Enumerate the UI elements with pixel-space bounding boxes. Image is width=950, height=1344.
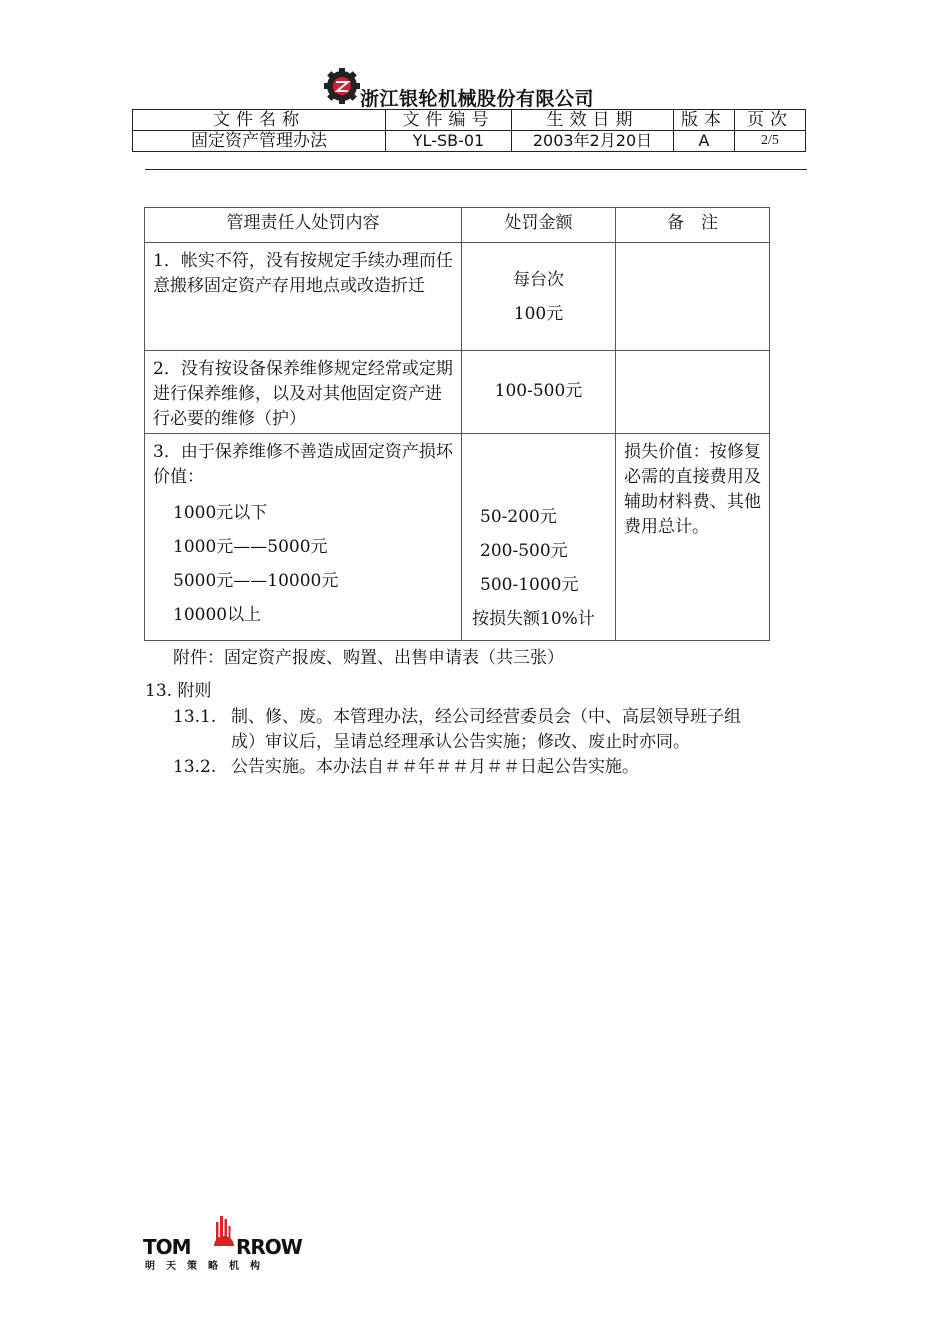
attachment-note: 附件：固定资产报废、购置、出售申请表（共三张） [173,648,564,668]
tomorrow-building-icon [214,1216,234,1246]
row-amount-line: 100-500元 [494,381,583,401]
tomorrow-wordmark-left: TOM [143,1235,191,1259]
clause-number: 13.1. [173,707,217,727]
header-version: A [674,131,735,152]
header-divider [145,169,807,170]
row-content: 2．没有按设备保养维修规定经常或定期进行保养维修，以及对其他固定资产进行必要的维修（护） [153,359,453,429]
clause-text: 公告实施。本办法自＃＃年＃＃月＃＃日起公告实施。 [231,757,639,777]
row-content: 1．帐实不符，没有按规定手续办理而任意搬移固定资产存用地点或改造折迁 [153,251,453,296]
row-content: 3．由于保养维修不善造成固定资产损坏价值： [153,442,453,487]
penalty-table [144,207,770,641]
header-label-doc-no: 文件编号 [386,110,512,131]
header-label-doc-name: 文件名称 [133,110,386,131]
clause-13-2 [173,755,639,780]
col-header-note: 备 注 [616,208,770,243]
table-row [145,351,770,434]
clause-text: 制、修、废。本管理办法，经公司经营委员会（中、高层领导班子组 [231,707,741,727]
clause-number: 13.2. [173,757,217,777]
header-doc-no: YL-SB-01 [386,131,512,152]
tomorrow-subtitle: 明天策略机构 [145,1261,271,1272]
row-amount-line: 200-500元 [480,541,568,561]
col-header-content: 管理责任人处罚内容 [145,208,462,243]
row-amount-line: 50-200元 [480,507,557,527]
company-logo-icon [322,68,362,104]
row-note: 损失价值：按修复必需的直接费用及辅助材料费、其他费用总计。 [624,442,761,537]
row-amount-line: 500-1000元 [480,575,579,595]
header-label-version: 版本 [674,110,735,131]
row-note [616,243,770,351]
section-title: 13. 附则 [145,681,212,701]
col-header-amount: 处罚金额 [462,208,616,243]
company-name: 浙江银轮机械股份有限公司 [360,88,595,110]
header-label-date: 生效日期 [512,110,674,131]
sub-item: 5000元——10000元 [173,571,339,591]
clause-text-continued: 成）审议后，呈请总经理承认公告实施；修改、废止时亦同。 [231,732,690,752]
table-row [145,434,770,641]
row-amount-line: 按损失额10%计 [472,609,595,629]
document-header-table [132,109,806,152]
clause-13-1 [173,705,741,730]
header-date: 2003年2月20日 [512,131,674,152]
sub-item: 1000元以下 [173,503,268,523]
tomorrow-wordmark-right: RROW [236,1235,302,1259]
header-page: 2/5 [735,131,806,152]
row-amount-line: 100元 [513,304,564,324]
row-amount-line: 每台次 [513,270,564,290]
header-doc-name: 固定资产管理办法 [133,131,386,152]
sub-item: 1000元——5000元 [173,537,328,557]
sub-item: 10000以上 [173,605,262,625]
header-label-page: 页次 [735,110,806,131]
row-note [616,351,770,434]
table-row [145,243,770,351]
